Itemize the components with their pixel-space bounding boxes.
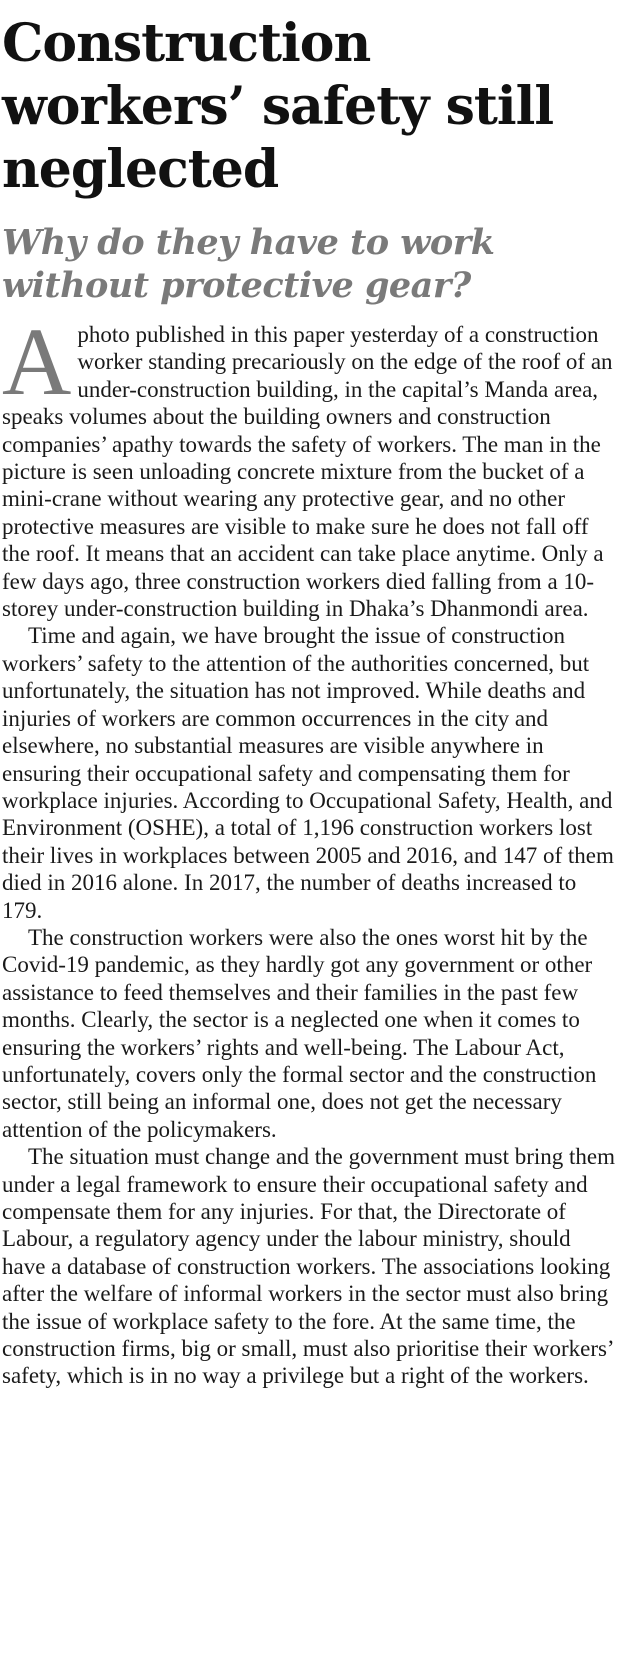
paragraph-1 (2, 308, 619, 622)
paragraph-3: The construction workers were also the ones worst hit by the Covid-19 pandemic, as they hardly got any government or other assistance to feed themselves and their families in the past few months. Clearly, the sector is a neglected one when it comes to ensuring the workers’ rights and well-being. The Labour Act, unfortunately, covers only the formal sector and the construction sector, still being an informal one, does not get the necessary attention of the policymakers. (2, 924, 597, 1142)
paragraph-4: The situation must change and the government must bring them under a legal framework to ensure their occupational safety and compensate them for any injuries. For that, the Directorate of Labour, a regulatory agency under the labour ministry, should have a database of construction workers. The associations looking after the welfare of informal workers in the sector must also bring the issue of workplace safety to the fore. At the same time, the construction firms, big or small, must also prioritise their workers’ safety, which is in no way a privilege but a right of the workers. (2, 1144, 616, 1389)
article-body (2, 308, 619, 1390)
headline: Construction workers’ safety still neglected (2, 13, 554, 200)
subheadline: Why do they have to work without protective gear? (2, 222, 495, 306)
paragraph-2: Time and again, we have brought the issue of construction workers’ safety to the attention of the authorities concerned, but unfortunately, the situation has not improved. While deaths and injuries of workers are common occurrences in the city and elsewhere, no substantial measures are visible anywhere in ensuring their occupational safety and compensating them for workplace injuries. According to Occupational Safety, Health, and Environment (OSHE), a total of 1,196 construction workers lost their lives in workplaces between 2005 and 2016, and 147 of them died in 2016 alone. In 2017, the number of deaths increased to 179. (2, 623, 614, 923)
drop-cap: A (2, 308, 72, 415)
paragraph-1-text: photo published in this paper yesterday of a construction worker standing precariously on the edge of the roof of an under-construction building, in the capital’s Manda area, speaks volumes about the building owners and construction companies’ apathy towards the safety of workers. The man in the picture is seen unloading concrete mixture from the bucket of a mini-crane without wearing any protective gear, and no other protective measures are visible to make sure he does not fall off the roof. It means that an accident can take place anytime. Only a few days ago, three construction workers died falling from a 10-storey under-construction building in Dhaka’s Dhanmondi area. (2, 322, 613, 622)
